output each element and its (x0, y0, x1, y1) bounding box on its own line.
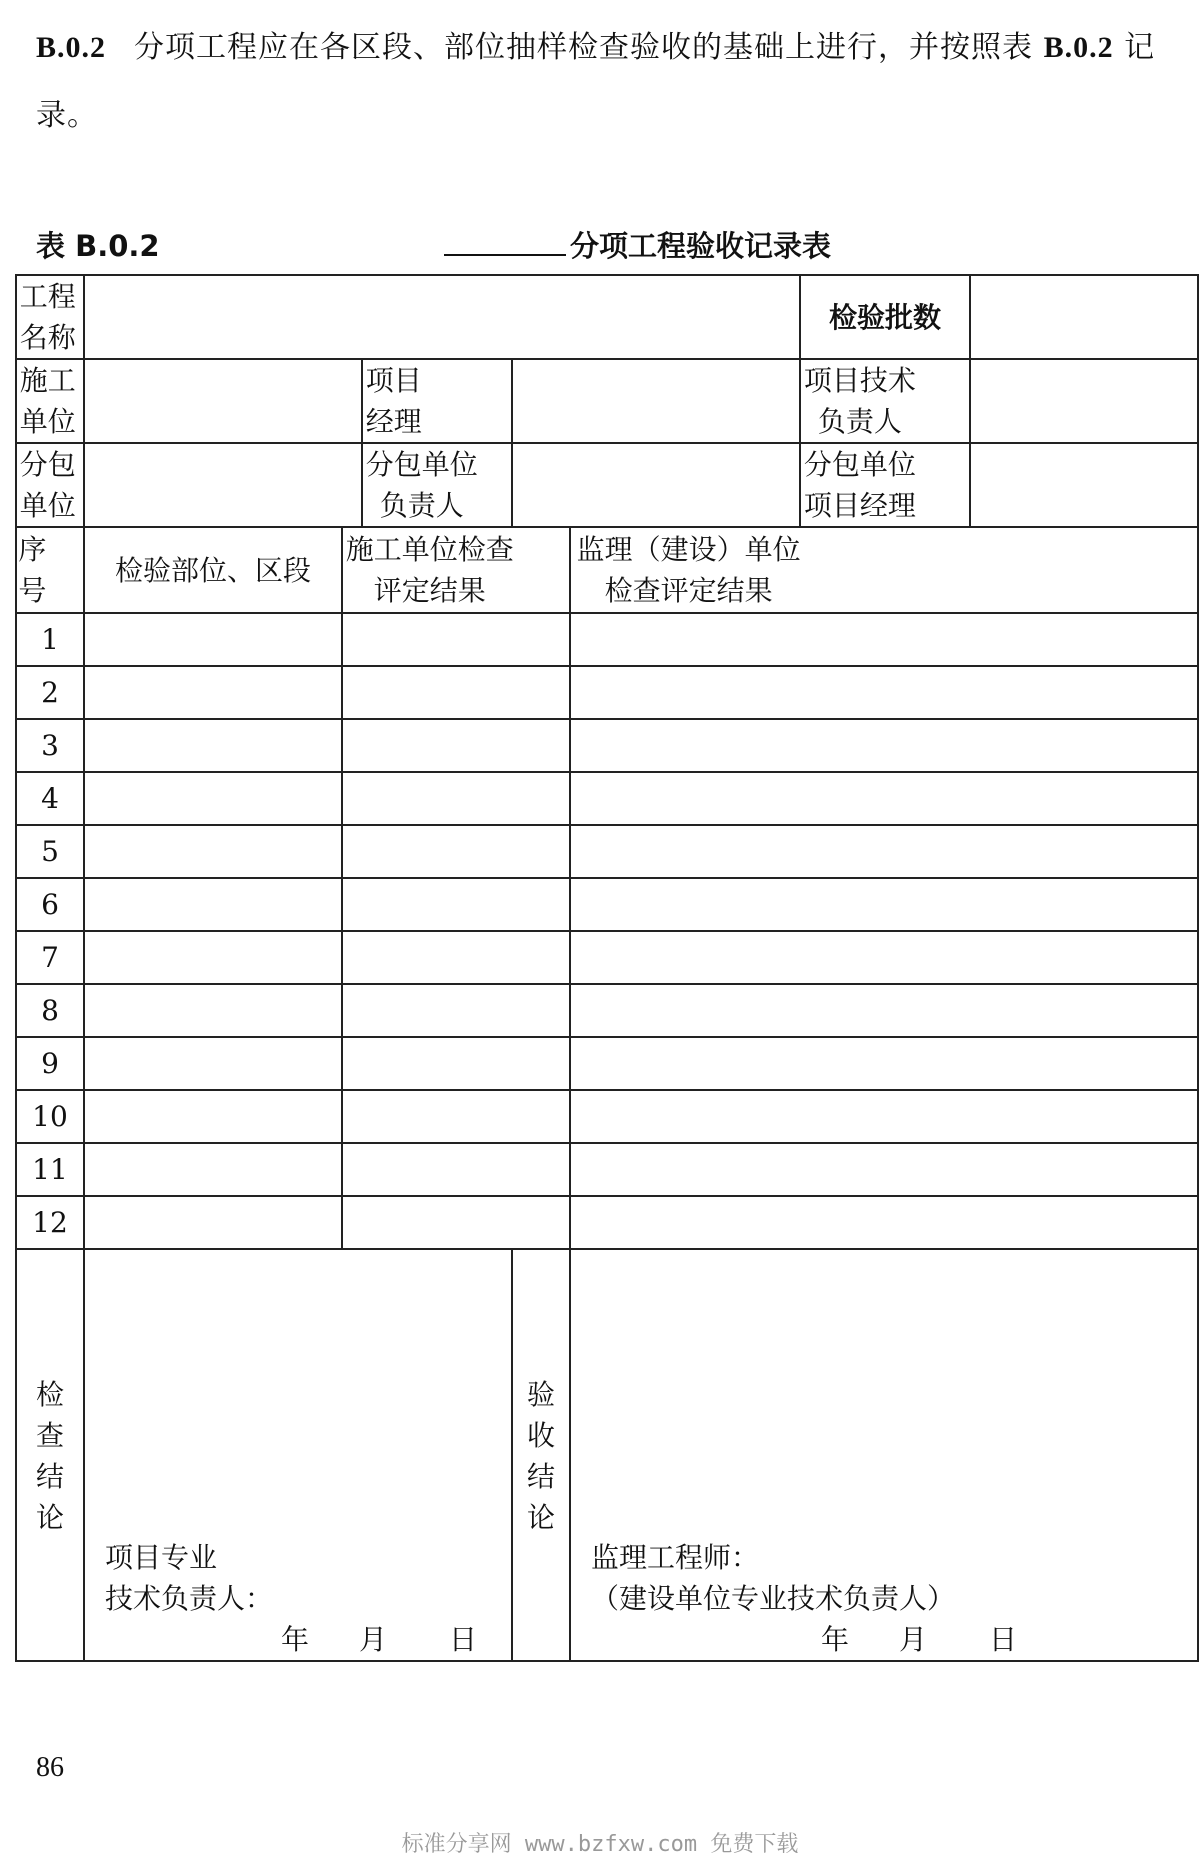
col-header-construction-result: 施工单位检查评定结果 (342, 527, 570, 613)
row-supervision-cell[interactable] (570, 825, 1198, 878)
acceptance-conclusion-label (512, 1249, 570, 1661)
table-row (16, 613, 1198, 666)
acceptance-signature-block (591, 1537, 1187, 1660)
row-location-cell[interactable] (84, 613, 342, 666)
row-construction-cell[interactable] (342, 719, 570, 772)
construction-unit-value[interactable] (84, 359, 362, 443)
table-row (16, 1143, 1198, 1196)
row-number: 6 (16, 878, 84, 931)
right-date (591, 1619, 1187, 1660)
row-supervision-cell[interactable] (570, 1196, 1198, 1249)
row-supervision-cell[interactable] (570, 931, 1198, 984)
left-date-year: 年 (280, 1623, 309, 1656)
left-sig-line2: 技术负责人： (105, 1582, 274, 1615)
row-supervision-cell[interactable] (570, 1037, 1198, 1090)
batch-count-label: 检验批数 (800, 275, 970, 359)
right-date-year: 年 (820, 1623, 849, 1656)
clause-table-ref: B.0.2 (1043, 31, 1114, 64)
inspection-signature-block (105, 1537, 501, 1660)
row-supervision-cell[interactable] (570, 666, 1198, 719)
row-construction-cell[interactable] (342, 1090, 570, 1143)
table-row (16, 1196, 1198, 1249)
row-supervision-cell[interactable] (570, 984, 1198, 1037)
subcontractor-value[interactable] (84, 443, 362, 527)
table-row (16, 1037, 1198, 1090)
row-supervision-cell[interactable] (570, 878, 1198, 931)
row-supervision-cell[interactable] (570, 772, 1198, 825)
clause-number: B.0.2 (36, 31, 107, 64)
project-tech-lead-label: 项目技术负责人 (800, 359, 970, 443)
right-date-month: 月 (899, 1623, 928, 1656)
row-supervision-cell[interactable] (570, 613, 1198, 666)
left-sig-line1: 项目专业 (105, 1541, 218, 1574)
clause-text-2: 记录。 (36, 30, 1156, 133)
project-tech-lead-value[interactable] (970, 359, 1198, 443)
left-date-day: 日 (448, 1623, 477, 1656)
table-row (16, 878, 1198, 931)
subcontractor-label: 分包单位 (16, 443, 84, 527)
row-number: 7 (16, 931, 84, 984)
row-construction-cell[interactable] (342, 1037, 570, 1090)
batch-count-value[interactable] (970, 275, 1198, 359)
col-header-supervision-result: 监理（建设）单位检查评定结果 (570, 527, 1198, 613)
row-location-cell[interactable] (84, 825, 342, 878)
table-row (16, 719, 1198, 772)
sub-manager-value[interactable] (970, 443, 1198, 527)
row-location-cell[interactable] (84, 1037, 342, 1090)
project-manager-label: 项目经理 (362, 359, 512, 443)
right-sig-line2: （建设单位专业技术负责人） (591, 1582, 956, 1615)
sub-lead-label: 分包单位负责人 (362, 443, 512, 527)
inspection-conclusion-body[interactable] (84, 1249, 512, 1661)
col-header-location: 检验部位、区段 (84, 527, 342, 613)
row-supervision-cell[interactable] (570, 1143, 1198, 1196)
row-number: 5 (16, 825, 84, 878)
row-construction-cell[interactable] (342, 825, 570, 878)
row-number: 9 (16, 1037, 84, 1090)
row-construction-cell[interactable] (342, 666, 570, 719)
acceptance-conclusion-body[interactable] (570, 1249, 1198, 1661)
row-location-cell[interactable] (84, 719, 342, 772)
row-construction-cell[interactable] (342, 1143, 570, 1196)
left-date (105, 1619, 501, 1660)
watermark-footer: 标准分享网 www.bzfxw.com 免费下载 (401, 1832, 799, 1857)
row-location-cell[interactable] (84, 666, 342, 719)
row-number: 11 (16, 1143, 84, 1196)
acceptance-conclusion-text: 验收结论 (526, 1378, 555, 1534)
row-location-cell[interactable] (84, 772, 342, 825)
clause-paragraph (36, 14, 1176, 150)
table-title: 分项工程验收记录表 (570, 229, 832, 263)
left-date-month: 月 (358, 1623, 387, 1656)
table-row (16, 931, 1198, 984)
table-row (16, 772, 1198, 825)
inspection-conclusion-text: 检查结论 (35, 1378, 64, 1534)
right-date-day: 日 (989, 1623, 1018, 1656)
project-name-value[interactable] (84, 275, 800, 359)
row-construction-cell[interactable] (342, 931, 570, 984)
row-number: 1 (16, 613, 84, 666)
row-supervision-cell[interactable] (570, 1090, 1198, 1143)
acceptance-record-table (15, 274, 1199, 1662)
table-row (16, 984, 1198, 1037)
clause-text-1: 分项工程应在各区段、部位抽样检查验收的基础上进行，并按照表 (134, 30, 1034, 65)
table-caption (36, 220, 1186, 263)
row-location-cell[interactable] (84, 1090, 342, 1143)
title-blank-line (444, 254, 566, 256)
row-construction-cell[interactable] (342, 984, 570, 1037)
row-location-cell[interactable] (84, 1143, 342, 1196)
sub-manager-label: 分包单位项目经理 (800, 443, 970, 527)
col-header-seq: 序号 (16, 527, 84, 613)
row-number: 3 (16, 719, 84, 772)
row-construction-cell[interactable] (342, 878, 570, 931)
row-number: 8 (16, 984, 84, 1037)
table-label: 表 B.0.2 (36, 229, 160, 263)
row-location-cell[interactable] (84, 931, 342, 984)
right-sig-line1: 监理工程师： (591, 1541, 760, 1574)
row-location-cell[interactable] (84, 984, 342, 1037)
row-supervision-cell[interactable] (570, 719, 1198, 772)
row-number: 10 (16, 1090, 84, 1143)
page-number: 86 (36, 1752, 64, 1783)
row-number: 4 (16, 772, 84, 825)
table-row (16, 1090, 1198, 1143)
inspection-conclusion-label (16, 1249, 84, 1661)
construction-unit-label: 施工单位 (16, 359, 84, 443)
row-number: 12 (16, 1196, 84, 1249)
row-construction-cell[interactable] (342, 613, 570, 666)
row-construction-cell[interactable] (342, 772, 570, 825)
row-construction-cell[interactable] (342, 1196, 570, 1249)
row-location-cell[interactable] (84, 878, 342, 931)
row-number: 2 (16, 666, 84, 719)
project-name-label: 工程名称 (16, 275, 84, 359)
row-location-cell[interactable] (84, 1196, 342, 1249)
table-row (16, 825, 1198, 878)
project-manager-value[interactable] (512, 359, 800, 443)
table-row (16, 666, 1198, 719)
sub-lead-value[interactable] (512, 443, 800, 527)
